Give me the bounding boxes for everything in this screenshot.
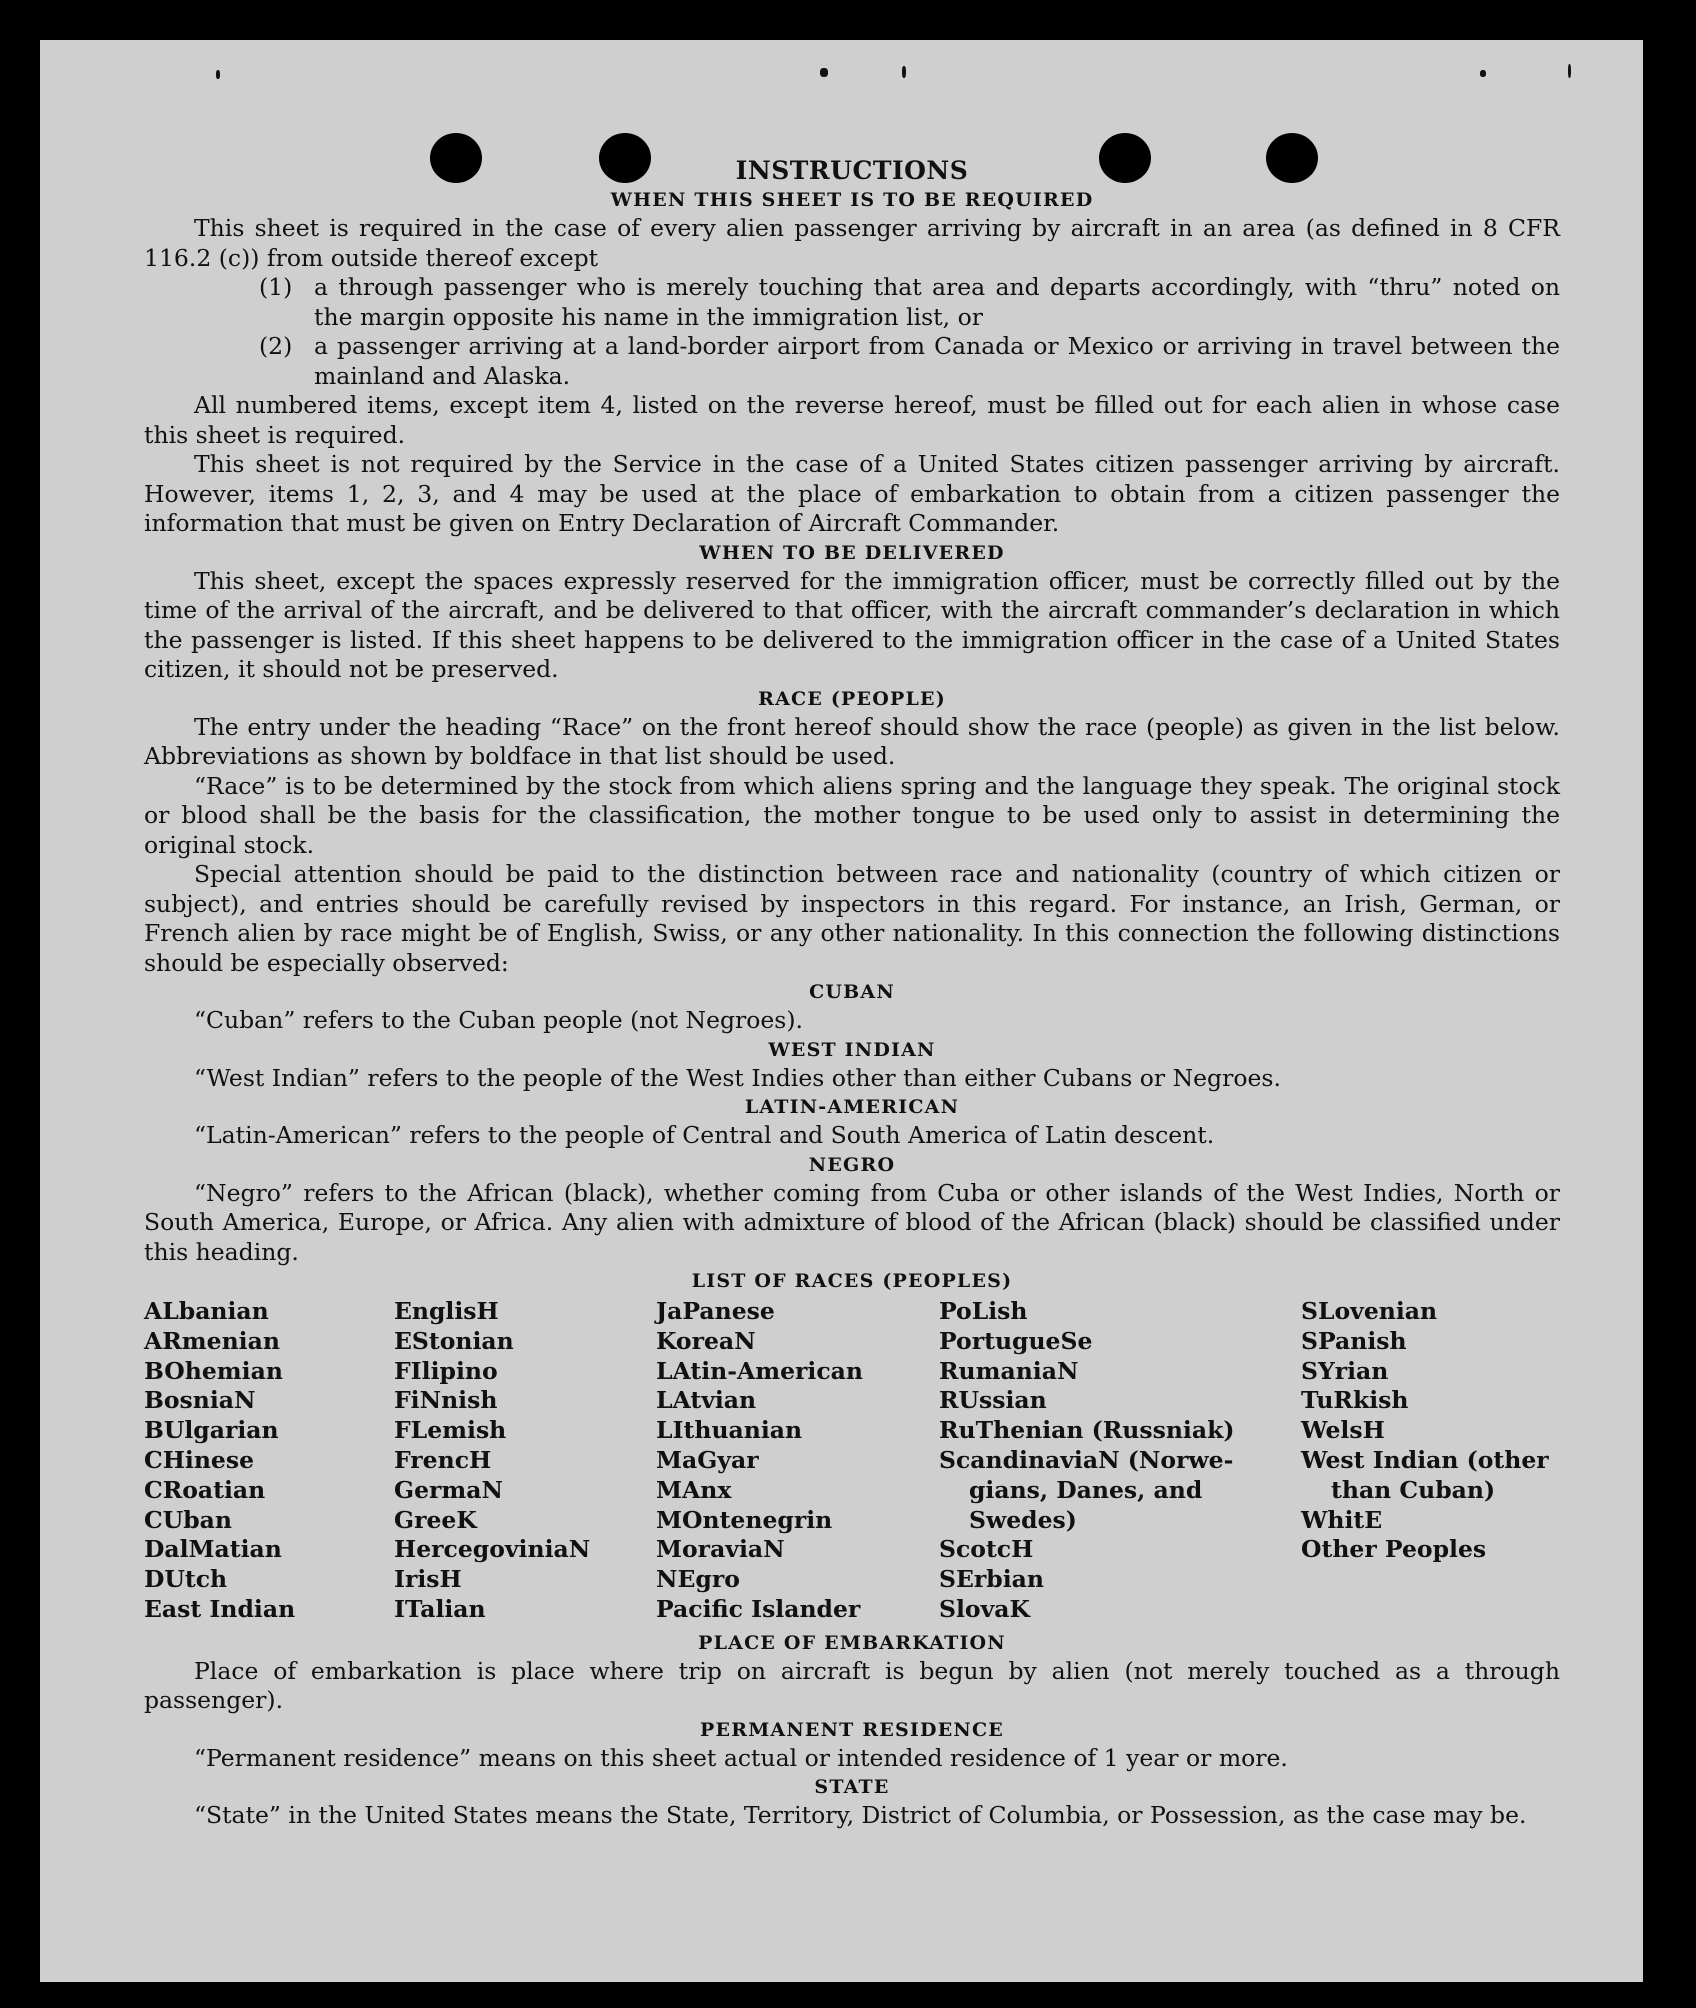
heading-list-of-races: LIST OF RACES (PEOPLES) — [691, 1270, 1013, 1292]
heading-latin-american: LATIN-AMERICAN — [744, 1096, 960, 1118]
race-entry: SlovaK — [939, 1594, 1030, 1623]
west-indian-paragraph: “West Indian” refers to the people of the West Indies other than either Cubans or Negroes. — [194, 1063, 1281, 1092]
race-entry: Other Peoples — [1301, 1535, 1487, 1564]
paper-speck — [1480, 70, 1486, 77]
races-column — [939, 1297, 1301, 1625]
race-entry: ITalian — [394, 1594, 486, 1623]
race-entry: gians, Danes, and — [969, 1475, 1203, 1504]
race-entry: ScandinaviaN (Norwe- — [939, 1445, 1234, 1474]
race-paragraph-2: “Race” is to be determined by the stock from which aliens spring and the language they speak. The original stock or blood shall be the basis for the classification, the mother tongue to be used only to assist in determining the original stock. — [144, 771, 1560, 859]
race-entry: ScotcH — [939, 1535, 1034, 1564]
race-entry: ALbanian — [144, 1297, 269, 1325]
race-entry: SPanish — [1301, 1326, 1407, 1355]
race-entry: East Indian — [144, 1594, 296, 1623]
state-paragraph: “State” in the United States means the State, Territory, District of Columbia, or Possession, as the case may be. — [194, 1801, 1527, 1830]
race-entry: Swedes) — [969, 1505, 1077, 1534]
heading-permanent-residence: PERMANENT RESIDENCE — [700, 1718, 1004, 1741]
exception-text: a through passenger who is merely touching that area and departs accordingly, with “thru” noted on the margin opposite his name in the immigration list, or — [314, 273, 1560, 331]
race-entry: IrisH — [394, 1565, 462, 1594]
race-entry: RumaniaN — [939, 1356, 1079, 1385]
paper-speck — [820, 68, 828, 77]
heading-negro: NEGRO — [808, 1153, 896, 1176]
race-entry: DalMatian — [144, 1535, 282, 1564]
race-entry: MAnx — [656, 1475, 732, 1504]
race-entry: PortugueSe — [939, 1326, 1093, 1355]
citizen-paragraph: This sheet is not required by the Service in the case of a United States citizen passenger arriving by aircraft. However, items 1, 2, 3, and 4 may be used at the place of embarkation to obtain from a citizen passenger the information that must be given on Entry Declaration of Aircraft Commander. — [144, 450, 1560, 537]
numbered-items-paragraph: All numbered items, except item 4, listed on the reverse hereof, must be filled out for each alien in whose case this sheet is required. — [144, 391, 1560, 449]
instructions-body — [144, 156, 1560, 1831]
race-entry: CHinese — [144, 1445, 255, 1474]
race-entry: FLemish — [394, 1416, 507, 1445]
race-entry: NEgro — [656, 1565, 740, 1594]
paper-speck — [1568, 64, 1571, 78]
races-column — [394, 1297, 656, 1625]
race-entry: BosniaN — [144, 1386, 256, 1415]
races-column — [656, 1297, 939, 1625]
race-entry: GermaN — [394, 1475, 503, 1504]
race-paragraph-1: The entry under the heading “Race” on the front hereof should show the race (people) as given in the list below. Abbreviations as shown by boldface in that list should be used. — [144, 712, 1560, 770]
race-entry: EnglisH — [394, 1297, 499, 1325]
heading-west-indian: WEST INDIAN — [768, 1038, 936, 1061]
races-list — [144, 1297, 1560, 1625]
race-entry: ARmenian — [144, 1326, 280, 1355]
races-column — [1301, 1297, 1560, 1625]
race-entry: RuThenian (Russniak) — [939, 1416, 1235, 1445]
race-entry: Pacific Islander — [656, 1594, 861, 1623]
race-entry: MoraviaN — [656, 1535, 785, 1564]
heading-cuban: CUBAN — [809, 981, 895, 1003]
races-column — [144, 1297, 394, 1625]
page-title: INSTRUCTIONS — [735, 156, 969, 185]
race-entry: CUban — [144, 1505, 232, 1534]
race-entry: LAtin-American — [656, 1356, 863, 1385]
race-paragraph-3: Special attention should be paid to the distinction between race and nationality (country of which citizen or subject), and entries should be carefully revised by inspectors in this regard. For instance, an Irish, German, or French alien by race might be of English, Swiss, or any other nationality. In this connection the following distinctions should be especially observed: — [144, 860, 1560, 977]
race-entry: FiNnish — [394, 1386, 498, 1415]
heading-place-of-embarkation: PLACE OF EMBARKATION — [698, 1631, 1006, 1654]
cuban-paragraph: “Cuban” refers to the Cuban people (not Negroes). — [194, 1006, 804, 1034]
latin-american-paragraph: “Latin-American” refers to the people of Central and South America of Latin descent. — [194, 1121, 1215, 1149]
required-intro: This sheet is required in the case of every alien passenger arriving by aircraft in an area (as defined in 8 CFR 116.2 (c)) from outside thereof except — [144, 214, 1560, 272]
heading-when-delivered: WHEN TO BE DELIVERED — [699, 541, 1005, 564]
race-entry: MaGyar — [656, 1445, 759, 1474]
embarkation-paragraph: Place of embarkation is place where trip on aircraft is begun by alien (not merely touched as a through passenger). — [144, 1656, 1560, 1715]
heading-race: RACE (PEOPLE) — [758, 687, 946, 710]
race-entry: RUssian — [939, 1386, 1047, 1415]
paper-speck — [902, 66, 906, 78]
race-entry: PoLish — [939, 1297, 1028, 1325]
race-entry: SErbian — [939, 1565, 1044, 1594]
heading-when-required: WHEN THIS SHEET IS TO BE REQUIRED — [610, 189, 1094, 211]
exception-item — [144, 273, 1560, 332]
race-entry: MOntenegrin — [656, 1505, 833, 1534]
race-entry: KoreaN — [656, 1326, 756, 1355]
document-sheet — [40, 40, 1643, 1982]
race-entry: FIlipino — [394, 1356, 498, 1385]
exception-number: (2) — [259, 332, 293, 360]
exception-number: (1) — [259, 273, 293, 301]
negro-paragraph: “Negro” refers to the African (black), whether coming from Cuba or other islands of the West Indies, North or South America, Europe, or Africa. Any alien with admixture of blood of the African (black) should be classified under this heading. — [144, 1178, 1560, 1266]
race-entry: SYrian — [1301, 1356, 1389, 1385]
race-entry: HercegoviniaN — [394, 1535, 591, 1564]
paper-speck — [216, 70, 220, 79]
race-entry: BUlgarian — [144, 1416, 279, 1445]
race-entry: LIthuanian — [656, 1416, 803, 1445]
race-entry: DUtch — [144, 1565, 228, 1594]
race-entry: than Cuban) — [1331, 1475, 1496, 1504]
race-entry: LAtvian — [656, 1386, 757, 1415]
race-entry: TuRkish — [1301, 1386, 1409, 1415]
race-entry: CRoatian — [144, 1475, 266, 1504]
race-entry: EStonian — [394, 1326, 514, 1355]
race-entry: WhitE — [1301, 1505, 1383, 1534]
race-entry: GreeK — [394, 1505, 477, 1534]
delivered-paragraph: This sheet, except the spaces expressly reserved for the immigration officer, must be correctly filled out by the time of the arrival of the aircraft, and be delivered to that officer, with the aircraft commander’s declaration in which the passenger is listed. If this sheet happens to be delivered to the immigration officer in the case of a United States citizen, it should not be preserved. — [144, 566, 1560, 683]
race-entry: WelsH — [1301, 1416, 1385, 1445]
exception-text: a passenger arriving at a land-border airport from Canada or Mexico or arriving in travel between the mainland and Alaska. — [314, 332, 1560, 390]
residence-paragraph: “Permanent residence” means on this sheet actual or intended residence of 1 year or more. — [194, 1743, 1288, 1772]
exception-item — [144, 332, 1560, 391]
race-entry: West Indian (other — [1301, 1445, 1549, 1474]
race-entry: JaPanese — [656, 1297, 775, 1325]
race-entry: BOhemian — [144, 1356, 283, 1385]
race-entry: SLovenian — [1301, 1297, 1438, 1325]
heading-state: STATE — [814, 1776, 890, 1799]
race-entry: FrencH — [394, 1445, 492, 1474]
